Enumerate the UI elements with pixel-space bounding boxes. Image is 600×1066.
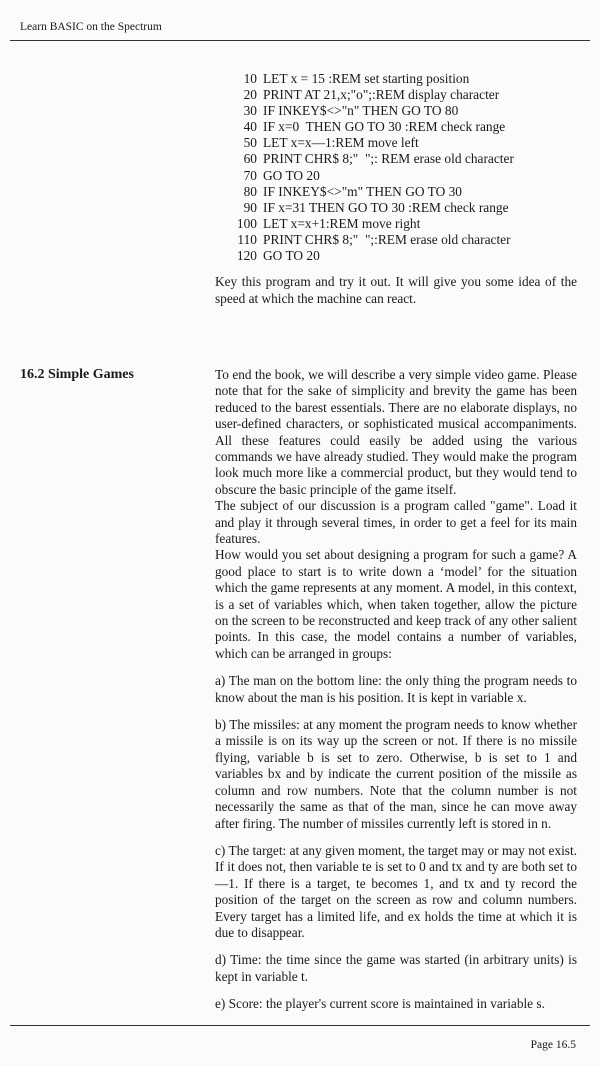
paragraph-text: Key this program and try it out. It will give you some idea of the speed at which the machine can react. bbox=[215, 274, 577, 306]
line-number: 10 bbox=[243, 71, 257, 86]
line-number: 40 bbox=[243, 119, 257, 135]
code-text: GO TO 20 bbox=[263, 248, 320, 264]
code-text: LET x = 15 :REM set starting position bbox=[263, 71, 470, 86]
code-line bbox=[231, 232, 577, 248]
code-line bbox=[231, 87, 577, 103]
page-number: Page 16.5 bbox=[530, 1038, 576, 1051]
code-line bbox=[231, 168, 577, 184]
paragraph bbox=[215, 274, 577, 307]
code-line bbox=[231, 184, 577, 200]
code-line bbox=[231, 151, 577, 167]
paragraph: How would you set about designing a program for such a game? A good place to start is to write down a ‘model’ for the situation which the game represents at any moment. A model, in this context, is a set of variables which, when taken together, allow the picture on the screen to be reconstructed and keep track of any other salient points. In this case, the model contains a number of variables, which can be arranged in groups: bbox=[215, 547, 577, 661]
code-line bbox=[231, 216, 577, 232]
paragraph: The subject of our discussion is a program called "game". Load it and play it through several times, in order to get a feel for its main features. bbox=[215, 498, 577, 546]
paragraph: To end the book, we will describe a very simple video game. Please note that for the sake of simplicity and brevity the game has been reduced to the barest essentials. There are no elaborate displays, no user-defined characters, or sophisticated musical accompaniments. All these features could easily be added using the various commands we have already studied. They would make the program look much more like a commercial product, but they would tend to obscure the basic principle of the game itself. bbox=[215, 366, 577, 497]
list-item: e) Score: the player's current score is maintained in variable s. bbox=[215, 996, 545, 1012]
code-line bbox=[231, 248, 577, 264]
code-text: IF INKEY$<>"n" THEN GO TO 80 bbox=[263, 103, 459, 119]
code-text: LET x=x—1:REM move left bbox=[263, 135, 419, 151]
line-number: 20 bbox=[243, 87, 257, 103]
intro-text bbox=[215, 367, 577, 662]
code-text: PRINT CHR$ 8;" ";:REM erase old character bbox=[263, 231, 511, 247]
code-text: IF x=31 THEN GO TO 30 :REM check range bbox=[263, 199, 509, 215]
list-item: b) The missiles: at any moment the program needs to know whether a missile is on its way up the screen or not. If there is no missile flying, variable b is set to zero. Otherwise, b is set to 1 and variables bx and by indicate the current position of the missile as column and row numbers. Note that the column number is not necessarily the same as that of the man, since he can move away after firing. The number of missiles currently left is stored in n. bbox=[215, 717, 577, 831]
line-number: 100 bbox=[236, 215, 257, 231]
section-heading: 16.2 Simple Games bbox=[20, 366, 134, 382]
code-listing bbox=[231, 71, 577, 264]
code-text: LET x=x+1:REM move right bbox=[263, 215, 421, 231]
line-number: 90 bbox=[243, 199, 257, 215]
code-line bbox=[231, 200, 577, 216]
running-header: Learn BASIC on the Spectrum bbox=[20, 21, 162, 33]
footer-rule bbox=[10, 1025, 590, 1026]
code-text: IF INKEY$<>"m" THEN GO TO 30 bbox=[263, 183, 462, 199]
code-text: GO TO 20 bbox=[263, 167, 320, 183]
section bbox=[20, 366, 577, 1013]
code-text: PRINT CHR$ 8;" ";: REM erase old character bbox=[263, 151, 514, 167]
line-number: 50 bbox=[243, 135, 257, 151]
line-number: 70 bbox=[243, 167, 257, 183]
line-number: 110 bbox=[237, 231, 257, 247]
code-line bbox=[231, 103, 577, 119]
code-line bbox=[231, 71, 577, 87]
line-number: 60 bbox=[243, 151, 257, 167]
list-item: d) Time: the time since the game was started (in arbitrary units) is kept in variable t. bbox=[215, 952, 577, 984]
code-text: IF x=0 THEN GO TO 30 :REM check range bbox=[263, 119, 506, 135]
list-item: c) The target: at any given moment, the target may or may not exist. If it does not, then variable te is set to 0 and tx and ty are both set to —1. If there is a target, te becomes 1, and tx and ty record the position of the target on the screen as row and column numbers. Every target has a limited life, and ex holds the time at which it is due to disappear. bbox=[215, 842, 577, 940]
line-number: 120 bbox=[236, 248, 257, 264]
main-column bbox=[20, 41, 577, 1013]
line-number: 80 bbox=[243, 183, 257, 199]
line-number: 30 bbox=[243, 103, 257, 119]
list-item: a) The man on the bottom line: the only thing the program needs to know about the man is his position. It is kept in variable x. bbox=[215, 673, 577, 705]
code-text: PRINT AT 21,x;"o";:REM display character bbox=[263, 87, 500, 103]
code-line bbox=[231, 135, 577, 151]
code-line bbox=[231, 119, 577, 135]
